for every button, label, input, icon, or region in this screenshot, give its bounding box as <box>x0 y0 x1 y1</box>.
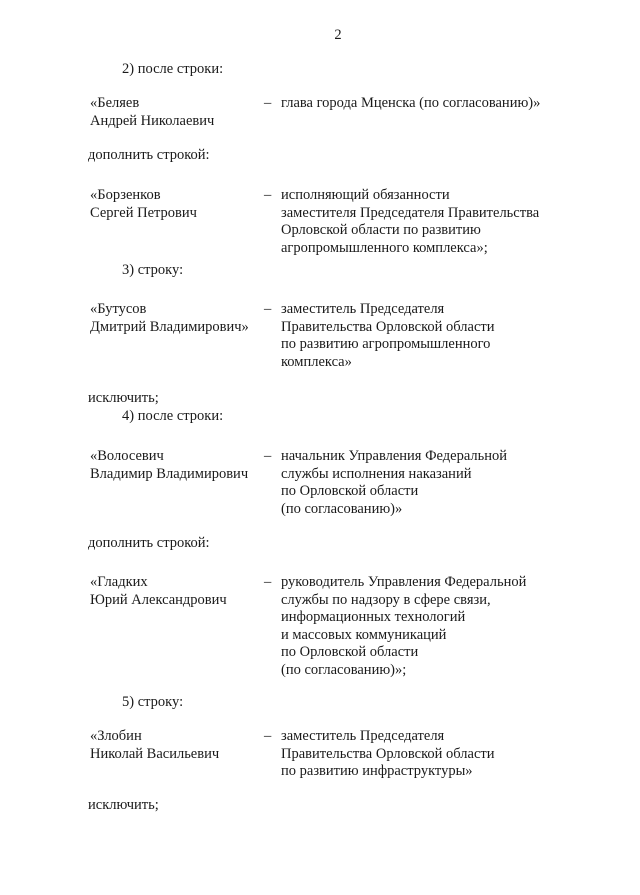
position-line: по Орловской области <box>281 483 419 499</box>
action-supplement: дополнить строкой: <box>88 535 210 551</box>
entry-name-borzenkov <box>90 187 197 222</box>
entry-surname: «Гладких <box>90 574 148 590</box>
item-number: 5) <box>122 694 135 710</box>
entry-position-volosevich <box>281 448 507 518</box>
entry-dash: – <box>264 187 272 203</box>
item-number: 2) <box>122 61 135 77</box>
entry-name-butusov <box>90 301 249 336</box>
position-line: заместитель Председателя <box>281 301 445 317</box>
action-supplement: дополнить строкой: <box>88 147 210 163</box>
entry-dash: – <box>264 574 272 590</box>
entry-name-zlobin <box>90 728 219 763</box>
entry-name-volosevich <box>90 448 248 483</box>
entry-given-names: Сергей Петрович <box>90 204 197 221</box>
item-instruction: строку: <box>137 262 184 278</box>
item-3-heading <box>122 262 183 280</box>
position-line: глава города Мценска (по согласованию)» <box>281 95 541 111</box>
entry-surname: «Бутусов <box>90 301 147 317</box>
item-number: 4) <box>122 408 135 424</box>
position-line: службы исполнения наказаний <box>281 465 472 482</box>
position-line: службы по надзору в сфере связи, <box>281 591 491 608</box>
entry-name-belyaev <box>90 95 214 130</box>
position-line: информационных технологий <box>281 609 466 625</box>
position-line: заместителя Председателя Правительства <box>281 204 540 221</box>
entry-given-names: Дмитрий Владимирович» <box>90 318 249 335</box>
entry-dash: – <box>264 95 272 111</box>
entry-position-butusov <box>281 301 495 371</box>
entry-surname: «Борзенков <box>90 187 161 203</box>
position-line: Правительства Орловской области <box>281 745 495 762</box>
entry-name-gladkikh <box>90 574 227 609</box>
item-instruction: строку: <box>137 694 184 710</box>
position-line: агропромышленного комплекса»; <box>281 239 488 256</box>
entry-given-names: Юрий Александрович <box>90 591 227 608</box>
item-5-heading <box>122 694 183 712</box>
entry-given-names: Николай Васильевич <box>90 745 220 762</box>
entry-position-borzenkov <box>281 187 539 257</box>
entry-given-names: Владимир Владимирович <box>90 465 249 482</box>
position-line: начальник Управления Федеральной <box>281 448 508 464</box>
entry-given-names: Андрей Николаевич <box>90 112 215 129</box>
entry-dash: – <box>264 301 272 317</box>
item-4-heading <box>122 408 223 426</box>
position-line: Орловской области по развитию <box>281 222 481 238</box>
item-instruction: после строки: <box>137 61 224 77</box>
entry-dash: – <box>264 448 272 464</box>
entry-surname: «Беляев <box>90 95 140 111</box>
position-line: (по согласованию)» <box>281 500 403 517</box>
position-line: и массовых коммуникаций <box>281 626 447 643</box>
page-number: 2 <box>334 27 342 43</box>
position-line: по развитию инфраструктуры» <box>281 763 473 779</box>
entry-surname: «Злобин <box>90 728 142 744</box>
position-line: по развитию агропромышленного <box>281 336 491 352</box>
entry-dash: – <box>264 728 272 744</box>
item-instruction: после строки: <box>137 408 224 424</box>
action-exclude: исключить; <box>88 390 159 406</box>
item-number: 3) <box>122 262 135 278</box>
position-line: исполняющий обязанности <box>281 187 450 203</box>
position-line: по Орловской области <box>281 644 419 660</box>
entry-position-gladkikh <box>281 574 526 679</box>
item-2-heading <box>122 61 223 79</box>
entry-position-belyaev <box>281 95 540 113</box>
entry-surname: «Волосевич <box>90 448 164 464</box>
position-line: комплекса» <box>281 353 352 370</box>
action-exclude: исключить; <box>88 797 159 813</box>
position-line: (по согласованию)»; <box>281 661 407 678</box>
position-line: руководитель Управления Федеральной <box>281 574 527 590</box>
position-line: заместитель Председателя <box>281 728 445 744</box>
position-line: Правительства Орловской области <box>281 318 495 335</box>
entry-position-zlobin <box>281 728 495 781</box>
